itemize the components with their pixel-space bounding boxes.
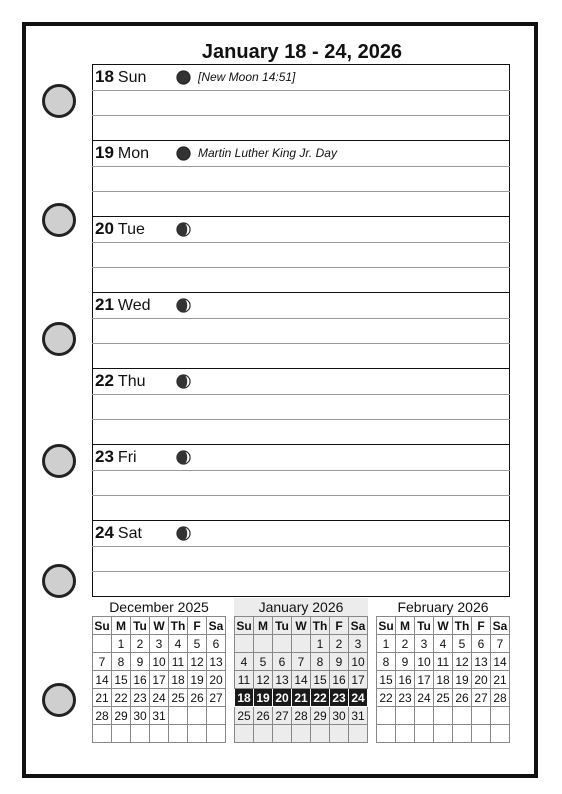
weekday-header: Su [378,618,394,633]
date-cell[interactable]: 3 [349,635,368,653]
date-cell[interactable]: 1 [112,635,131,653]
date-cell[interactable]: 16 [330,671,349,689]
week-row [377,635,510,653]
date-cell[interactable]: 24 [415,689,434,707]
date-cell[interactable]: 7 [93,653,112,671]
writing-line [92,267,510,268]
waxing-crescent-icon [176,374,191,389]
date-cell[interactable]: 3 [415,635,434,653]
writing-line [92,546,510,547]
date-cell[interactable]: 19 [254,689,273,707]
date-cell[interactable] [188,707,207,725]
date-cell[interactable]: 4 [434,635,453,653]
date-cell[interactable] [396,725,415,743]
week-row [93,725,226,743]
date-cell[interactable]: 9 [396,653,415,671]
day-weekday: Sun [117,69,147,86]
weekday-header: M [112,617,131,635]
date-cell[interactable]: 13 [472,653,491,671]
week-row [235,707,368,725]
day-number: 24 [95,523,114,542]
date-cell[interactable] [491,707,510,725]
date-cell[interactable]: 4 [169,635,188,653]
date-cell[interactable]: 5 [254,653,273,671]
date-cell[interactable]: 28 [93,707,112,725]
day-weekday: Fri [117,449,137,466]
writing-line [92,242,510,243]
date-cell[interactable]: 1 [311,635,330,653]
binder-hole-icon [42,322,76,356]
date-cell[interactable]: 4 [235,653,254,671]
date-cell[interactable]: 8 [377,653,396,671]
date-cell[interactable] [235,635,254,653]
mini-calendar-grid [234,616,368,743]
date-cell[interactable]: 17 [349,671,368,689]
date-cell[interactable]: 5 [453,635,472,653]
date-cell[interactable]: 21 [292,689,311,707]
day-label [95,219,145,240]
date-cell[interactable] [377,725,396,743]
date-cell[interactable]: 5 [188,635,207,653]
day-weekday: Thu [117,373,146,390]
date-cell[interactable]: 17 [415,671,434,689]
writing-line [92,394,510,395]
week-row [235,725,368,743]
date-cell[interactable]: 13 [207,653,226,671]
weekday-header: F [188,617,207,635]
date-cell[interactable] [273,725,292,743]
date-cell[interactable]: 6 [472,635,491,653]
week-row [235,635,368,653]
date-cell[interactable]: 9 [330,653,349,671]
date-cell[interactable] [169,725,188,743]
week-row [93,653,226,671]
day-row-sat[interactable] [92,520,510,596]
weekday-header: M [254,617,273,635]
date-cell[interactable]: 26 [453,689,472,707]
weekday-header: F [472,617,491,635]
day-number: 18 [95,67,114,86]
day-row-sun[interactable] [92,64,510,140]
day-weekday: Sat [117,525,142,542]
date-cell[interactable]: 1 [377,635,396,653]
date-cell[interactable]: 9 [131,653,150,671]
date-cell[interactable]: 25 [434,689,453,707]
date-cell[interactable]: 14 [491,653,510,671]
date-cell[interactable]: 21 [491,671,510,689]
date-cell[interactable]: 12 [453,653,472,671]
date-cell[interactable] [349,725,368,743]
weekday-header: Su [94,618,110,633]
date-cell[interactable]: 3 [150,635,169,653]
date-cell[interactable] [235,725,254,743]
day-row-mon[interactable] [92,140,510,216]
day-weekday: Wed [117,297,151,314]
day-row-tue[interactable] [92,216,510,292]
date-cell[interactable] [254,725,273,743]
weekday-header: Th [169,617,188,635]
date-cell[interactable]: 17 [150,671,169,689]
date-cell[interactable]: 15 [311,671,330,689]
date-cell[interactable]: 10 [150,653,169,671]
date-cell[interactable]: 30 [330,707,349,725]
date-cell[interactable]: 20 [472,671,491,689]
date-cell[interactable]: 24 [349,689,368,707]
date-cell[interactable] [472,725,491,743]
date-cell[interactable]: 18 [169,671,188,689]
date-cell[interactable]: 14 [93,671,112,689]
weekday-header: W [150,617,169,635]
waxing-crescent-icon [176,450,191,465]
date-cell[interactable] [415,725,434,743]
day-label [95,295,151,316]
date-cell[interactable]: 8 [311,653,330,671]
date-cell[interactable]: 20 [207,671,226,689]
day-event: Martin Luther King Jr. Day [198,146,337,160]
mini-calendar-0 [92,598,226,743]
date-cell[interactable]: 11 [235,671,254,689]
date-cell[interactable]: 6 [207,635,226,653]
date-cell[interactable]: 14 [292,671,311,689]
date-cell[interactable]: 26 [254,707,273,725]
date-cell[interactable] [169,707,188,725]
date-cell[interactable]: 8 [112,653,131,671]
date-cell[interactable]: 13 [273,671,292,689]
writing-line [92,166,510,167]
date-cell[interactable]: 29 [112,707,131,725]
mini-calendar-grid [376,616,510,743]
week-row [235,653,368,671]
weekday-header: Tu [273,617,292,635]
weekday-header: M [396,617,415,635]
writing-line [92,495,510,496]
binder-hole-icon [42,203,76,237]
day-row-fri[interactable] [92,444,510,520]
mini-calendar-grid [92,616,226,743]
date-cell[interactable]: 12 [254,671,273,689]
date-cell[interactable]: 18 [235,689,254,707]
week-row [235,671,368,689]
date-cell[interactable] [292,635,311,653]
binder-hole-icon [42,84,76,118]
date-cell[interactable]: 2 [330,635,349,653]
date-cell[interactable] [93,725,112,743]
date-cell[interactable]: 26 [188,689,207,707]
page-title: January 18 - 24, 2026 [201,41,403,63]
week-row [235,689,368,707]
date-cell[interactable]: 15 [112,671,131,689]
waxing-crescent-icon [176,526,191,541]
day-event: [New Moon 14:51] [198,70,296,84]
day-row-wed[interactable] [92,292,510,368]
date-cell[interactable]: 18 [434,671,453,689]
weekday-header: F [330,617,349,635]
date-cell[interactable] [453,725,472,743]
date-cell[interactable] [150,725,169,743]
date-cell[interactable]: 22 [112,689,131,707]
day-number: 22 [95,371,114,390]
date-cell[interactable] [415,707,434,725]
date-cell[interactable] [93,635,112,653]
week-row [93,635,226,653]
mini-calendar-title: January 2026 [258,599,344,615]
date-cell[interactable] [131,725,150,743]
date-cell[interactable]: 2 [396,635,415,653]
writing-line [92,343,510,344]
date-cell[interactable] [254,635,273,653]
date-cell[interactable] [207,707,226,725]
week-row [93,671,226,689]
date-cell[interactable]: 2 [131,635,150,653]
weekday-header: W [434,617,453,635]
date-cell[interactable]: 25 [235,707,254,725]
date-cell[interactable]: 16 [131,671,150,689]
date-cell[interactable] [292,725,311,743]
weekday-header: Sa [491,617,510,635]
writing-line [92,90,510,91]
date-cell[interactable]: 19 [188,671,207,689]
date-cell[interactable] [112,725,131,743]
date-cell[interactable]: 11 [169,653,188,671]
new-moon-icon [176,146,191,161]
binder-hole-icon [42,444,76,478]
mini-calendar-title: February 2026 [397,599,489,615]
day-number: 19 [95,143,114,162]
day-number: 21 [95,295,114,314]
day-label [95,523,142,544]
day-label [95,143,149,164]
binder-hole-icon [42,564,76,598]
date-cell[interactable] [472,707,491,725]
weekday-header: Tu [415,617,434,635]
date-cell[interactable] [491,725,510,743]
date-cell[interactable]: 23 [131,689,150,707]
date-cell[interactable]: 11 [434,653,453,671]
writing-line [92,191,510,192]
date-cell[interactable]: 23 [330,689,349,707]
weekday-header: Tu [131,617,150,635]
date-cell[interactable]: 23 [396,689,415,707]
weekday-header: Sa [349,617,368,635]
date-cell[interactable]: 10 [349,653,368,671]
week-row [93,689,226,707]
mini-calendar-title: December 2025 [109,599,209,615]
weekday-header: W [292,617,311,635]
writing-line [92,318,510,319]
weekday-header: Sa [207,617,226,635]
date-cell[interactable]: 12 [188,653,207,671]
date-cell[interactable]: 22 [377,689,396,707]
writing-line [92,571,510,572]
day-label [95,67,146,88]
week-row [377,671,510,689]
day-number: 20 [95,219,114,238]
date-cell[interactable]: 20 [273,689,292,707]
date-cell[interactable]: 6 [273,653,292,671]
date-cell[interactable]: 31 [349,707,368,725]
weekday-header: Su [236,618,252,633]
date-cell[interactable]: 24 [150,689,169,707]
binder-hole-icon [42,683,76,717]
date-cell[interactable] [311,725,330,743]
writing-line [92,115,510,116]
date-cell[interactable]: 31 [150,707,169,725]
weekday-header: Th [453,617,472,635]
date-cell[interactable]: 16 [396,671,415,689]
date-cell[interactable]: 7 [491,635,510,653]
date-cell[interactable]: 15 [377,671,396,689]
writing-line [92,470,510,471]
week-row [377,653,510,671]
date-cell[interactable]: 25 [169,689,188,707]
new-moon-icon [176,70,191,85]
date-cell[interactable]: 27 [207,689,226,707]
date-cell[interactable]: 10 [415,653,434,671]
date-cell[interactable] [453,707,472,725]
date-cell[interactable]: 27 [472,689,491,707]
date-cell[interactable]: 27 [273,707,292,725]
date-cell[interactable] [207,725,226,743]
date-cell[interactable]: 19 [453,671,472,689]
week-row [377,689,510,707]
date-cell[interactable] [330,725,349,743]
date-cell[interactable]: 28 [491,689,510,707]
date-cell[interactable]: 29 [311,707,330,725]
date-cell[interactable] [377,707,396,725]
day-weekday: Mon [117,145,150,162]
day-weekday: Tue [117,221,145,238]
writing-line [92,419,510,420]
week-row [93,707,226,725]
date-cell[interactable] [434,707,453,725]
weekday-header: Th [311,617,330,635]
date-cell[interactable] [434,725,453,743]
date-cell[interactable]: 21 [93,689,112,707]
date-cell[interactable]: 30 [131,707,150,725]
mini-calendar-1 [234,598,368,743]
date-cell[interactable] [273,635,292,653]
day-label [95,371,146,392]
week-row [377,725,510,743]
day-label [95,447,137,468]
week-row [377,707,510,725]
day-row-thu[interactable] [92,368,510,444]
mini-calendar-2 [376,598,510,743]
day-number: 23 [95,447,114,466]
date-cell[interactable]: 22 [311,689,330,707]
date-cell[interactable] [188,725,207,743]
date-cell[interactable] [396,707,415,725]
date-cell[interactable]: 28 [292,707,311,725]
date-cell[interactable]: 7 [292,653,311,671]
waxing-crescent-icon [176,222,191,237]
waxing-crescent-icon [176,298,191,313]
